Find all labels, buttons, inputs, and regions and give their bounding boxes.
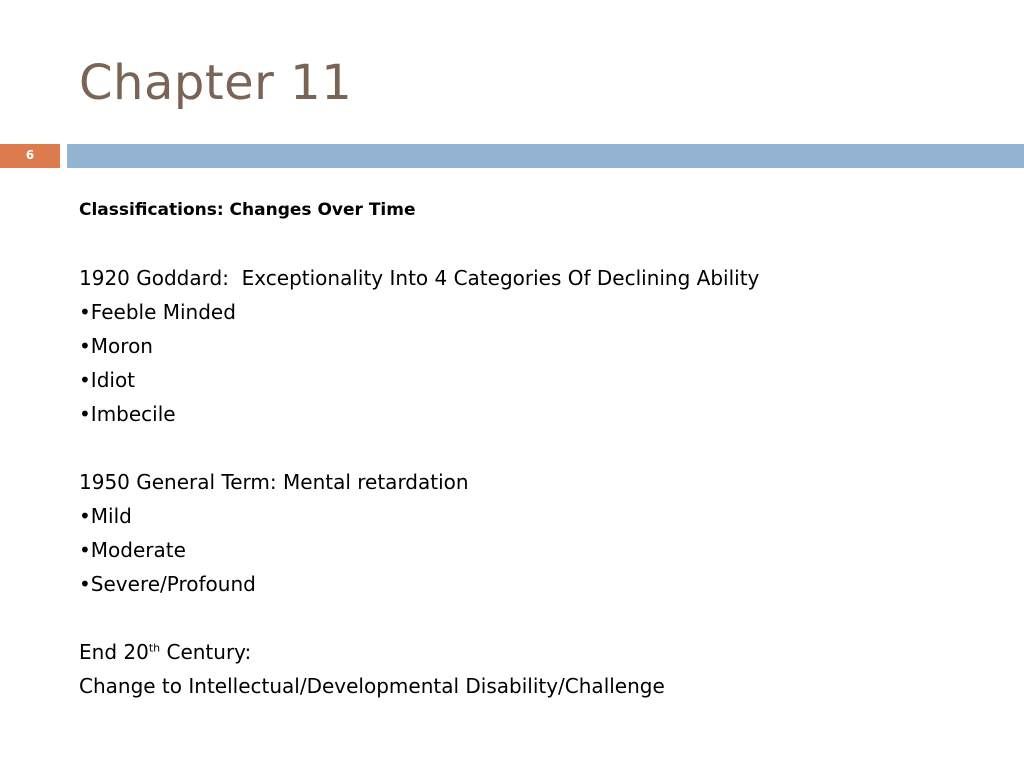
slide-number: 6 <box>0 144 60 168</box>
slide-title: Chapter 11 <box>79 55 353 111</box>
end-century-superscript: th <box>148 641 161 655</box>
slide-content <box>79 193 979 703</box>
end-century-suffix: Century: <box>160 640 252 664</box>
header-bar <box>67 144 1024 168</box>
list-item: •Feeble Minded <box>79 300 236 324</box>
end-century-change: Change to Intellectual/Developmental Disability/Challenge <box>79 674 665 698</box>
spacer <box>79 227 979 261</box>
list-item: •Imbecile <box>79 402 176 426</box>
list-item: •Idiot <box>79 368 136 392</box>
list-item: •Severe/Profound <box>79 572 256 596</box>
end-century-heading <box>79 635 979 669</box>
goddard-heading: 1920 Goddard: Exceptionality Into 4 Categories Of Declining Ability <box>79 266 760 290</box>
list-item: •Moderate <box>79 538 186 562</box>
end-century-prefix: End 20 <box>79 640 149 664</box>
content-subtitle: Classifications: Changes Over Time <box>79 200 416 220</box>
list-item: •Mild <box>79 504 132 528</box>
general-term-heading: 1950 General Term: Mental retardation <box>79 470 469 494</box>
list-item: •Moron <box>79 334 153 358</box>
spacer <box>79 431 979 465</box>
spacer <box>79 601 979 635</box>
